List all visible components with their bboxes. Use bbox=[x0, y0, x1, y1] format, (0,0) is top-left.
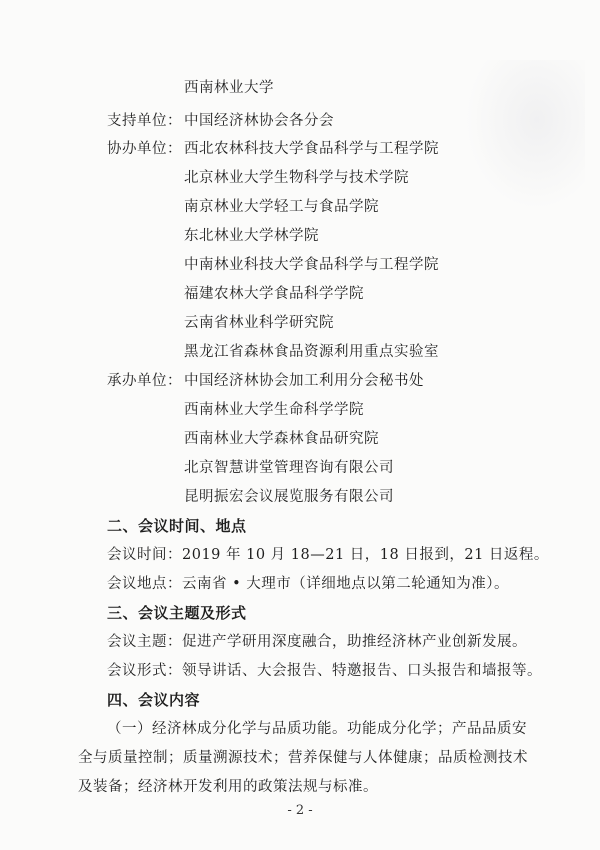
coorganizer-label: 协办单位： bbox=[107, 141, 182, 157]
coorganizer-item: 南京林业大学轻工与食品学院 bbox=[184, 199, 379, 215]
content-paragraph-line: 及装备；经济林开发利用的政策法规与标准。 bbox=[78, 779, 378, 795]
meeting-theme: 会议主题：促进产学研用深度融合，助推经济林产业创新发展。 bbox=[107, 634, 527, 650]
support-label: 支持单位： bbox=[107, 113, 182, 129]
page-number: - 2 - bbox=[287, 803, 313, 818]
support-unit: 中国经济林协会各分会 bbox=[184, 113, 334, 129]
host-item: 北京智慧讲堂管理咨询有限公司 bbox=[184, 460, 394, 476]
coorganizer-item: 中南林业科技大学食品科学与工程学院 bbox=[184, 257, 439, 273]
section-4-heading: 四、会议内容 bbox=[107, 691, 201, 709]
coorganizer-item: 福建农林大学食品科学学院 bbox=[184, 286, 364, 302]
content-paragraph-line: 全与质量控制；质量溯源技术；营养保健与人体健康；品质检测技术 bbox=[78, 750, 528, 766]
coorganizer-item: 北京林业大学生物科学与技术学院 bbox=[184, 170, 409, 186]
host-item: 昆明振宏会议展览服务有限公司 bbox=[184, 489, 394, 505]
host-item: 西南林业大学生命科学学院 bbox=[184, 402, 364, 418]
host-item: 西南林业大学森林食品研究院 bbox=[184, 431, 379, 447]
section-2-heading: 二、会议时间、地点 bbox=[107, 517, 247, 535]
host-label: 承办单位： bbox=[107, 373, 182, 389]
host-item: 中国经济林协会加工利用分会秘书处 bbox=[184, 373, 424, 389]
lead-unit-line: 西南林业大学 bbox=[184, 80, 274, 96]
meeting-place: 会议地点：云南省 • 大理市（详细地点以第二轮通知为准）。 bbox=[107, 576, 510, 592]
content-paragraph-line: （一）经济林成分化学与品质功能。功能成分化学；产品品质安 bbox=[107, 721, 527, 737]
coorganizer-item: 西北农林科技大学食品科学与工程学院 bbox=[184, 141, 439, 157]
coorganizer-item: 东北林业大学林学院 bbox=[184, 228, 319, 244]
coorganizer-item: 云南省林业科学研究院 bbox=[184, 315, 334, 331]
faint-watermark bbox=[465, 60, 585, 210]
meeting-form: 会议形式：领导讲话、大会报告、特邀报告、口头报告和墙报等。 bbox=[107, 663, 542, 679]
section-3-heading: 三、会议主题及形式 bbox=[107, 604, 247, 622]
coorganizer-item: 黑龙江省森林食品资源利用重点实验室 bbox=[184, 344, 439, 360]
meeting-time: 会议时间：2019 年 10 月 18—21 日，18 日报到，21 日返程。 bbox=[107, 547, 549, 563]
